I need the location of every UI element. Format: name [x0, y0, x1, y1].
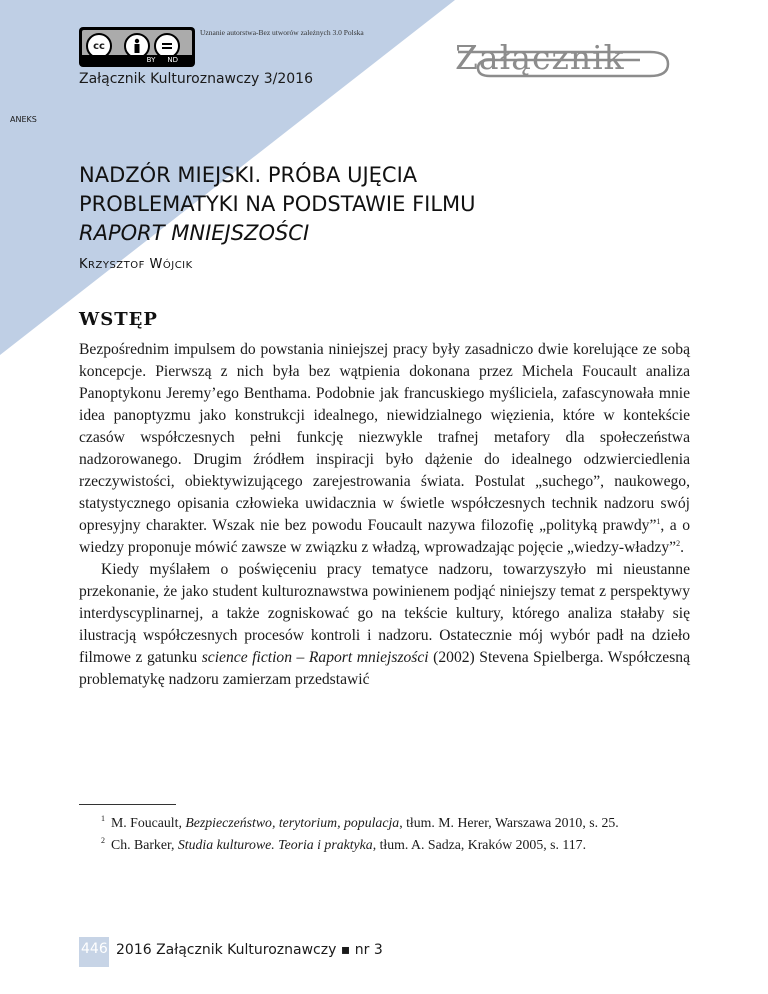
cc-by-label: BY: [146, 55, 156, 64]
footnotes: [79, 812, 690, 856]
page-number: 446: [81, 941, 108, 957]
journal-header: Załącznik Kulturoznawczy 3/2016: [79, 71, 314, 87]
title-line-1: NADZÓR MIEJSKI. PRÓBA UJĘCIA: [79, 163, 418, 187]
footnote: $^1$ M. Foucault, Bezpieczeństwo, terytorium, populacja, tłum. M. Herer, Warszawa 2010, s. 25.: [101, 814, 619, 830]
footnote-divider: [79, 804, 176, 805]
article-author: KRZYSZTOF WÓJCIK: [79, 257, 193, 272]
footnote: $^2$ Ch. Barker, Studia kulturowe. Teoria i praktyka, tłum. A. Sadza, Kraków 2005, s. 117.: [101, 836, 587, 852]
paragraph-2: Kiedy myślałem o poświęceniu pracy tematyce nadzoru, towarzyszyło mi nieustanne przekonanie, że jako student kulturoznawstwa powinienem podjąć niniejszy temat z perspektywy interdyscyplinarnej, a także zogniskować go na tekście kultury, którego analiza stałaby się ilustracją współczesnych procesów kontroli i nadzoru. Ostatecznie mój wybór padł na dzieło filmowe z gatunku science fiction – Raport mniejszości (2002) Stevena Spielberga. Współczesną problematykę nadzoru zamierzam przedstawić: [79, 561, 690, 688]
title-line-2: PROBLEMATYKI NA PODSTAWIE FILMU: [79, 192, 476, 216]
footnote-ref-1[interactable]: 1: [656, 516, 661, 526]
cc-license-badge[interactable]: [79, 27, 195, 67]
article-title: [79, 161, 579, 248]
cc-nd-label: ND: [167, 55, 178, 64]
section-heading: WSTĘP: [79, 309, 158, 330]
cc-icon: cc: [86, 33, 112, 59]
footnote-ref-2[interactable]: 2: [676, 538, 681, 548]
journal-logo: Załącznik: [455, 38, 625, 77]
article-body: [79, 339, 690, 691]
title-line-3: RAPORT MNIEJSZOŚCI: [79, 221, 310, 245]
paragraph-1: Bezpośrednim impulsem do powstania niniejszej pracy były zasadniczo dwie korelujące ze sobą koncepcje. Pierwszą z nich była bez wątpienia dokonana przez Michela Foucault analiza Panoptykonu Jeremy’ego Benthama. Podobnie jak francuskiego myśliciela, zafascynowała mnie idea panoptyzmu jako konstrukcji idealnego, niewidzialnego więzienia, które w kontekście czasów współczesnych pełni funkcję niezwykle trafnej metafory dla społeczeństwa nadzorowanego. Drugim źródłem inspiracji było dążenie do idealnego odzwierciedlenia rzeczywistości, obiektywizującego zarejestrowania świata. Postulat „suchego”, naukowego, statystycznego opisania człowieka uwidacznia w świetle współczesnych technik nadzoru swój opresyjny charakter. Wszak nie bez powodu Foucault nazywa filozofię „polityką prawdy”$^1$, a o wiedzy proponuje mówić zawsze w związku z władzą, wprowadzając pojęcie „wiedzy-władzy”$^2$.: [79, 341, 690, 556]
license-text[interactable]: Uznanie autorstwa-Bez utworów zależnych 3.0 Polska: [200, 28, 364, 37]
section-label: ANEKS: [10, 115, 37, 124]
cc-badge-strip: [82, 55, 192, 64]
footer-text: 2016 Załącznik Kulturoznawczy ▪ nr 3: [116, 942, 383, 958]
